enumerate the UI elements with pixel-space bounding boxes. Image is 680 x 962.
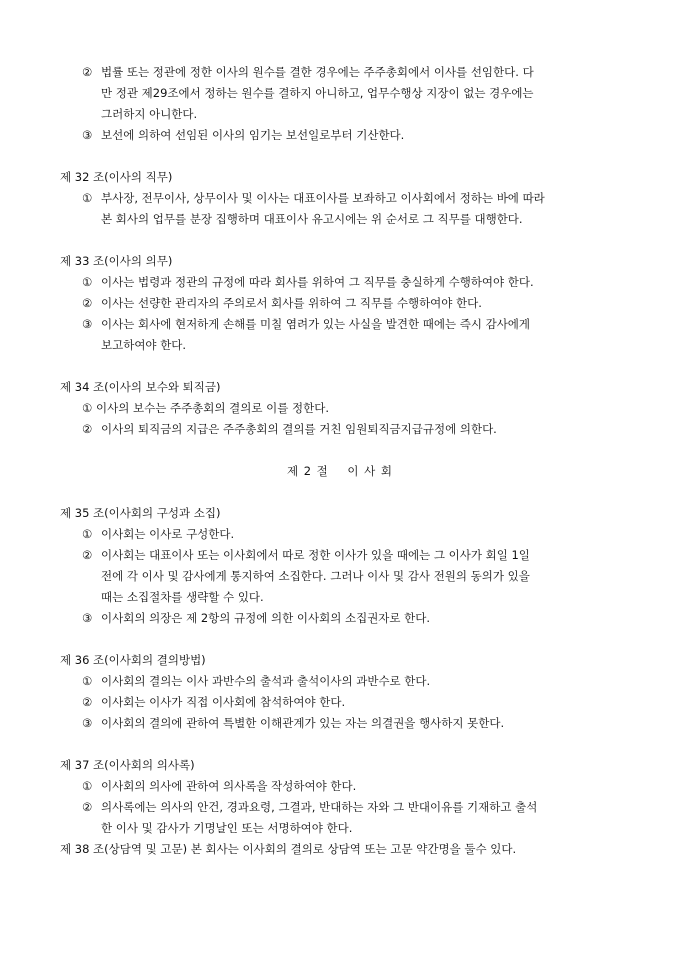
paragraph-number: ②	[82, 800, 93, 814]
paragraph-line: 이사회의 의사에 관하여 의사록을 작성하여야 한다.	[101, 779, 357, 793]
article-31-paragraph-3	[0, 125, 680, 146]
article-35-paragraph-3	[0, 608, 680, 629]
article-34-paragraph-1	[0, 398, 680, 419]
paragraph-number: ①	[82, 401, 93, 415]
paragraph-line: 보선에 의하여 선임된 이사의 임기는 보선일로부터 기산한다.	[101, 128, 405, 142]
paragraph-line: 그러하지 아니한다.	[101, 107, 198, 121]
paragraph-line: 이사회의 의장은 제 2항의 규정에 의한 이사회의 소집권자로 한다.	[101, 611, 431, 625]
paragraph-line: 이사회는 대표이사 또는 이사회에서 따로 정한 이사가 있을 때에는 그 이사가 회일 1일	[101, 548, 530, 562]
article-title: 제 38 조(상담역 및 고문) 본 회사는 이사회의 결의로 상담역 또는 고문 약간명을 둘수 있다.	[60, 842, 517, 856]
paragraph-number: ③	[82, 128, 93, 142]
article-35-paragraph-1	[0, 524, 680, 545]
article-36-paragraph-1	[0, 671, 680, 692]
article-33	[0, 251, 680, 356]
paragraph-number: ①	[82, 527, 93, 541]
paragraph-line: 이사는 선량한 관리자의 주의로서 회사를 위하여 그 직무를 수행하여야 한다.	[101, 296, 482, 310]
article-37-paragraph-2	[0, 797, 680, 839]
paragraph-number: ②	[82, 296, 93, 310]
article-38	[0, 839, 680, 860]
article-title: 제 32 조(이사의 직무)	[60, 170, 173, 184]
paragraph-number: ③	[82, 317, 93, 331]
article-35-paragraph-2	[0, 545, 680, 608]
article-34-paragraph-2	[0, 419, 680, 440]
article-title: 제 33 조(이사의 의무)	[60, 254, 173, 268]
article-35	[0, 503, 680, 629]
article-36-paragraph-3	[0, 713, 680, 734]
article-33-paragraph-2	[0, 293, 680, 314]
paragraph-number: ②	[82, 422, 93, 436]
paragraph-line: 이사회의 결의는 이사 과반수의 출석과 출석이사의 과반수로 한다.	[101, 674, 431, 688]
paragraph-line: 전에 각 이사 및 감사에게 통지하여 소집한다. 그러나 이사 및 감사 전원의 동의가 있을	[101, 569, 530, 583]
paragraph-line: 때는 소집절차를 생략할 수 있다.	[101, 590, 264, 604]
article-37-paragraph-1	[0, 776, 680, 797]
paragraph-line: 법률 또는 정관에 정한 이사의 원수를 결한 경우에는 주주총회에서 이사를 선임한다. 다	[101, 65, 534, 79]
paragraph-number: ①	[82, 275, 93, 289]
article-36-paragraph-2	[0, 692, 680, 713]
paragraph-line: 한 이사 및 감사가 기명날인 또는 서명하여야 한다.	[101, 821, 353, 835]
paragraph-number: ②	[82, 695, 93, 709]
article-title: 제 35 조(이사회의 구성과 소집)	[60, 506, 221, 520]
paragraph-number: ③	[82, 716, 93, 730]
article-33-paragraph-1	[0, 272, 680, 293]
paragraph-number: ②	[82, 65, 93, 79]
paragraph-line: 부사장, 전무이사, 상무이사 및 이사는 대표이사를 보좌하고 이사회에서 정하는 바에 따라	[101, 191, 545, 205]
paragraph-number: ①	[82, 674, 93, 688]
paragraph-line: 보고하여야 한다.	[101, 338, 187, 352]
article-32-paragraph-1	[0, 188, 680, 230]
article-36	[0, 650, 680, 734]
paragraph-line: 이사회는 이사로 구성한다.	[101, 527, 235, 541]
paragraph-line: 이사회의 결의에 관하여 특별한 이해관계가 있는 자는 의결권을 행사하지 못한다.	[101, 716, 505, 730]
article-33-paragraph-3	[0, 314, 680, 356]
article-title: 제 34 조(이사의 보수와 퇴직금)	[60, 380, 221, 394]
paragraph-line: 만 정관 제29조에서 정하는 원수를 결하지 아니하고, 업무수행상 지장이 없는 경우에는	[101, 86, 534, 100]
article-title: 제 37 조(이사회의 의사록)	[60, 758, 195, 772]
paragraph-line: 이사의 보수는 주주총회의 결의로 이를 정한다.	[96, 401, 330, 415]
article-32	[0, 167, 680, 230]
article-31-paragraph-2	[0, 62, 680, 125]
article-31-continued	[0, 62, 680, 146]
paragraph-number: ③	[82, 611, 93, 625]
paragraph-line: 의사록에는 의사의 안건, 경과요령, 그결과, 반대하는 자와 그 반대이유를 기재하고 출석	[101, 800, 538, 814]
paragraph-number: ①	[82, 191, 93, 205]
paragraph-line: 이사는 회사에 현저하게 손해를 미칠 염려가 있는 사실을 발견한 때에는 즉시 감사에게	[101, 317, 531, 331]
article-34	[0, 377, 680, 440]
paragraph-line: 이사회는 이사가 직접 이사회에 참석하여야 한다.	[101, 695, 346, 709]
document-page	[0, 62, 680, 860]
section-title: 제 2 절 이 사 회	[286, 464, 394, 478]
paragraph-line: 이사는 법령과 정관의 규정에 따라 회사를 위하여 그 직무를 충실하게 수행하여야 한다.	[101, 275, 534, 289]
article-title: 제 36 조(이사회의 결의방법)	[60, 653, 206, 667]
paragraph-number: ②	[82, 548, 93, 562]
article-37	[0, 755, 680, 839]
paragraph-number: ①	[82, 779, 93, 793]
paragraph-line: 이사의 퇴직금의 지급은 주주총회의 결의를 거친 임원퇴직금지급규정에 의한다.	[101, 422, 497, 436]
paragraph-line: 본 회사의 업무를 분장 집행하며 대표이사 유고시에는 위 순서로 그 직무를 대행한다.	[101, 212, 523, 226]
